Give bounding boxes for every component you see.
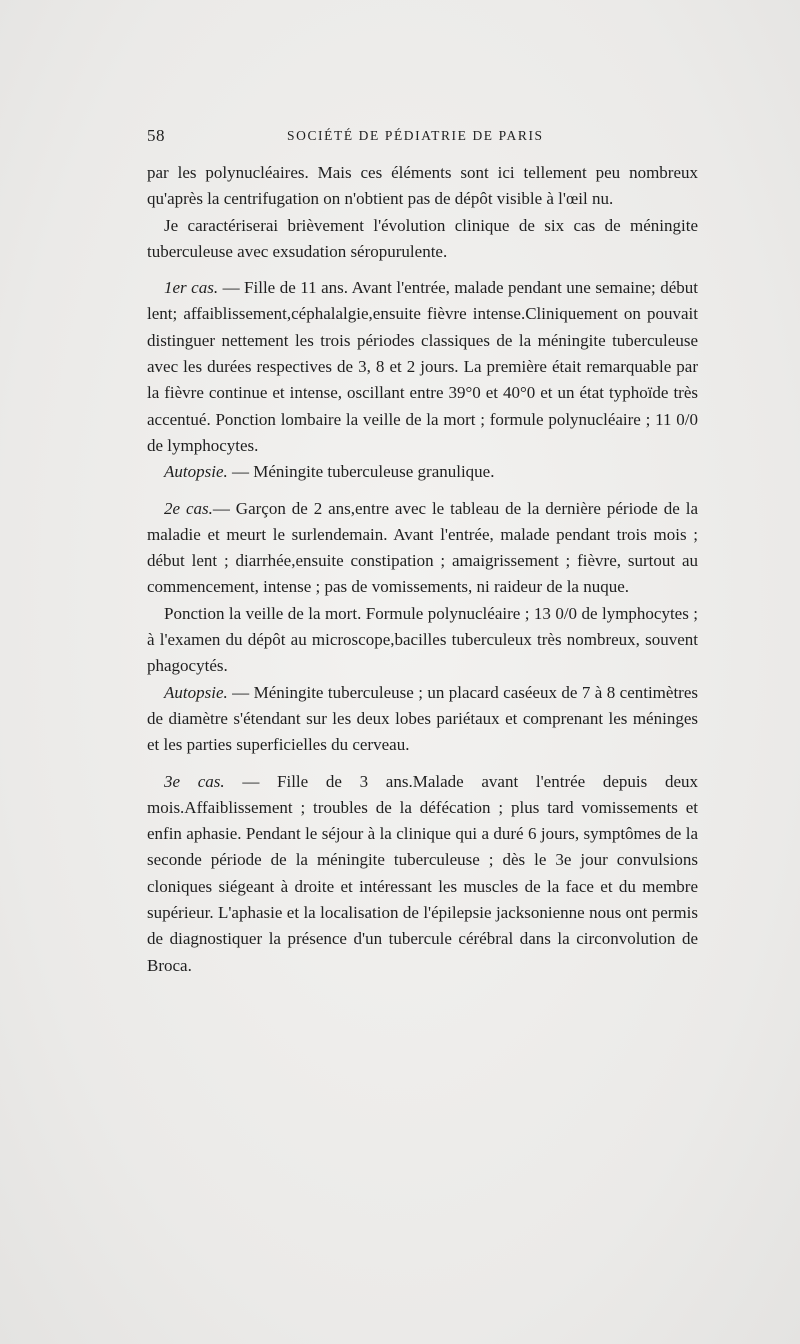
- case-2-autopsy: [147, 680, 698, 759]
- case-1-paragraph: [147, 275, 698, 459]
- page-number: 58: [147, 126, 165, 145]
- journal-title: SOCIÉTÉ DE PÉDIATRIE DE PARIS: [287, 128, 544, 143]
- case-3-text: — Fille de 3 ans.Malade avant l'entrée depuis deux mois.Affaiblissement ; troubles de la défécation ; plus tard vomissements et enfin aphasie. Pendant le séjour à la clinique qui a duré 6 jours, symptômes de la seconde période de la méningite tuberculeuse ; dès le 3e jour convulsions cloniques siégeant à droite et intéressant les muscles de la face et du membre supérieur. L'aphasie et la localisation de l'épilepsie jacksonienne nous ont permis de diagnostiquer la présence d'un tubercule cérébral dans la circonvolution de Broca.: [147, 771, 698, 975]
- case-1-autopsy-label: Autopsie.: [164, 462, 228, 482]
- case-2-text: — Garçon de 2 ans,entre avec le tableau de la dernière période de la maladie et meurt le surlendemain. Avant l'entrée, malade pendant trois mois ; début lent ; diarrhée,ensuite constipation ; amaigrissement ; fièvre, surtout au commencement, intense ; pas de vomissements, ni raideur de la nuque.: [147, 498, 698, 597]
- case-3-label: 3e cas.: [164, 771, 225, 791]
- case-1-label: 1er cas.: [164, 278, 219, 298]
- case-1-autopsy-text: — Méningite tuberculeuse granulique.: [227, 462, 495, 482]
- case-2-label: 2e cas.: [164, 498, 213, 518]
- paragraph-summary: Je caractériserai brièvement l'évolution clinique de six cas de méningite tuberculeuse avec exsudation séropurulente.: [147, 215, 698, 261]
- running-head: [147, 126, 698, 150]
- case-2-autopsy-label: Autopsie.: [164, 682, 228, 702]
- case-2-puncture: Ponction la veille de la mort. Formule polynucléaire ; 13 0/0 de lymphocytes ; à l'examen du dépôt au microscope,bacilles tuberculeux très nombreux, souvent phagocytés.: [147, 603, 698, 676]
- body-text: [147, 160, 698, 979]
- case-2-autopsy-text: — Méningite tuberculeuse ; un placard caséeux de 7 à 8 centimètres de diamètre s'étendant sur les deux lobes pariétaux et comprenant les méninges et les parties superficielles du cerveau.: [147, 682, 698, 755]
- case-2-paragraph: [147, 496, 698, 601]
- paragraph-intro: par les polynucléaires. Mais ces éléments sont ici tellement peu nombreux qu'après la centrifugation on n'obtient pas de dépôt visible à l'œil nu.: [147, 163, 698, 209]
- case-1-text: — Fille de 11 ans. Avant l'entrée, malade pendant une semaine; début lent; affaiblissement,céphalalgie,ensuite fièvre intense.Cliniquement on pouvait distinguer nettement les trois périodes classiques de la méningite tuberculeuse avec les durées respectives de 3, 8 et 2 jours. La première était remarquable par la fièvre continue et intense, oscillant entre 39°0 et 40°0 et un état typhoïde très accentué. Ponction lombaire la veille de la mort ; formule polynucléaire ; 11 0/0 de lymphocytes.: [147, 278, 699, 455]
- case-1-autopsy: [147, 459, 698, 485]
- case-3-paragraph: [147, 769, 698, 979]
